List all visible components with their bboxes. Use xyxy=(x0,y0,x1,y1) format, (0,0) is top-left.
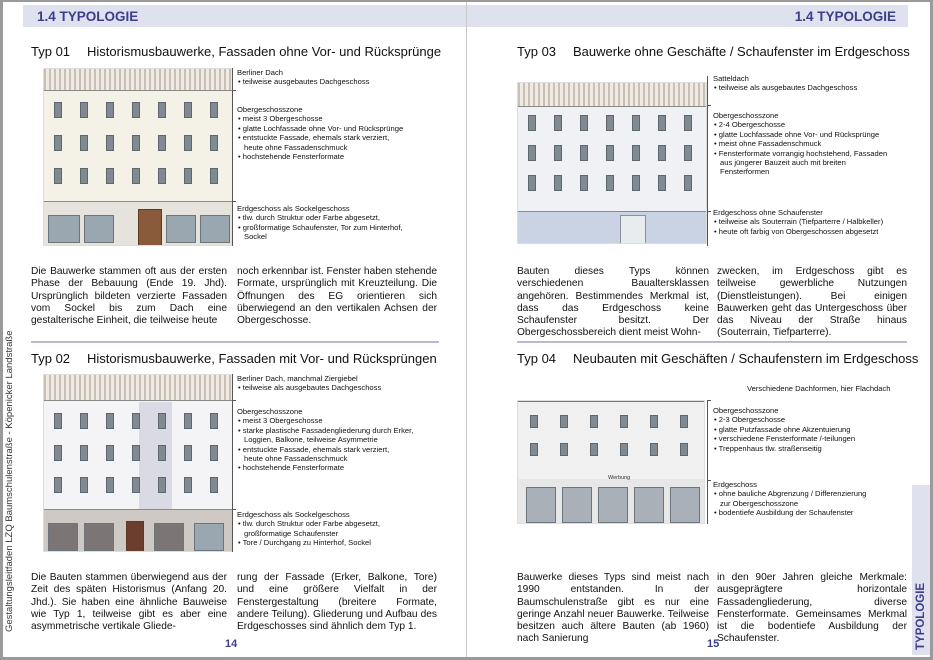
facade-window xyxy=(132,445,140,461)
typ04-ground-heading: Erdgeschoss xyxy=(713,480,757,489)
typ02-gate xyxy=(126,521,144,552)
facade-window xyxy=(684,115,692,131)
facade-window xyxy=(106,135,114,151)
facade-window xyxy=(80,168,88,184)
typ02-heading xyxy=(31,351,437,366)
facade-window xyxy=(606,175,614,191)
section-title-right: 1.4 TYPOLOGIE xyxy=(794,9,896,24)
facade-window xyxy=(632,115,640,131)
typ03-ground-item: • teilweise als Souterrain (Tiefparterre / Halbkeller) xyxy=(713,217,893,226)
typ03-roof-heading: Satteldach xyxy=(713,74,749,83)
facade-window xyxy=(132,168,140,184)
facade-window xyxy=(580,115,588,131)
facade-window xyxy=(650,415,658,428)
typ02-upper-item: • meist 3 Obergeschosse xyxy=(237,416,437,425)
typ02-text-col2: rung der Fassade (Erker, Balkone, Tore) und eine größere Vielfalt in der Fenstergestaltung (breitere Formate, andere Teilung). Gliederung und Aufbau des Erdgeschosses sind ähnlich dem Typ 1. xyxy=(237,572,437,633)
typ03-number: Typ 03 xyxy=(517,44,557,59)
typ01-text-col1: Die Bauwerke stammen oft aus der ersten Phase der Bebauung (Ende 19. Jhd). Ursprünglich bildeten verzierte Fassaden vom Sockel bis zum Dach eine gestalterische Einheit, die teilweise heute xyxy=(31,266,227,327)
typ03-upper-item: • meist ohne Fassadenschmuck xyxy=(713,139,913,148)
chapter-tab xyxy=(912,485,930,655)
chapter-tab-label: TYPOLOGIE xyxy=(915,582,927,650)
facade-window xyxy=(184,102,192,118)
facade-window xyxy=(54,135,62,151)
facade-window xyxy=(684,175,692,191)
facade-window xyxy=(684,145,692,161)
facade-window xyxy=(530,443,538,456)
typ02-ground-item: • tlw. durch Struktur oder Farbe abgesetzt, großformatige Schaufenster xyxy=(237,519,417,538)
typ03-upper-item: • 2-4 Obergeschosse xyxy=(713,120,913,129)
typ01-text-col2: noch erkennbar ist. Fenster haben stehende Formate, ursprünglich mit Kreuzteilung. Die Öffnungen des EG orientieren sich überwiegend an den vertikalen Achsen der Obergeschosse. xyxy=(237,266,437,327)
typ04-roof-heading: Verschiedene Dachformen, hier Flachdach xyxy=(747,384,891,393)
facade-window xyxy=(184,445,192,461)
facade-window xyxy=(210,102,218,118)
typ04-upper-heading: Obergeschosszone xyxy=(713,406,779,415)
facade-window xyxy=(658,145,666,161)
typ01-notes xyxy=(237,68,437,248)
typ01-upper-heading: Obergeschosszone xyxy=(237,105,303,114)
typ01-roof-heading: Berliner Dach xyxy=(237,68,284,77)
facade-window xyxy=(54,168,62,184)
typ04-shop-sign: Werbung xyxy=(608,475,631,481)
typ02-upper-heading: Obergeschosszone xyxy=(237,407,303,416)
typ03-text-col2: zwecken, im Erdgeschoss gibt es teilweise gewerbliche Nutzungen (Dienstleistungen). Bei einigen Bauwerken geht das Untergeschoss über das Niveau der Straße hinaus (Souterrain, Tiefparterre). xyxy=(717,266,907,339)
typ01-ground-item: • tlw. durch Struktur oder Farbe abgesetzt, xyxy=(237,213,437,222)
facade-window xyxy=(560,415,568,428)
facade-window xyxy=(106,445,114,461)
typ02-roof-heading: Berliner Dach, manchmal Ziergiebel xyxy=(237,374,358,383)
typ01-ground-heading: Erdgeschoss als Sockelgeschoss xyxy=(237,204,350,213)
facade-window xyxy=(632,145,640,161)
typ03-upper-heading: Obergeschosszone xyxy=(713,111,779,120)
typ01-roof xyxy=(44,69,232,91)
typ02-upper-item: • hochstehende Fensterformate xyxy=(237,463,437,472)
typ01-gate xyxy=(138,209,162,246)
typ01-facade-illustration xyxy=(43,68,233,246)
typ04-text-col1: Bauwerke dieses Typs sind meist nach 1990 entstanden. In der Baumschulenstraße gibt es nur eine geringe Anzahl neuer Bauwerke. Teilweise besitzen auch ältere Bauten (ab 1960) nach Sanierung xyxy=(517,572,709,645)
typ04-upper-item: • glatte Putzfassade ohne Akzentuierung xyxy=(713,425,913,434)
facade-window xyxy=(106,413,114,429)
typ02-title: Historismusbauwerke, Fassaden mit Vor- und Rücksprüngen xyxy=(87,351,437,366)
facade-window xyxy=(560,443,568,456)
facade-window xyxy=(590,415,598,428)
typ01-number: Typ 01 xyxy=(31,44,71,59)
facade-window xyxy=(80,413,88,429)
typ04-upper-item: • Treppenhaus tlw. straßenseitig xyxy=(713,444,913,453)
page-number-right: 15 xyxy=(707,638,720,650)
facade-window xyxy=(132,413,140,429)
facade-window xyxy=(650,443,658,456)
facade-window xyxy=(528,175,536,191)
facade-window xyxy=(158,477,166,493)
typ04-number: Typ 04 xyxy=(517,351,557,366)
header-bar-right xyxy=(467,5,908,27)
page-right xyxy=(467,2,930,657)
facade-window xyxy=(80,445,88,461)
facade-window xyxy=(158,102,166,118)
typ03-facade-illustration xyxy=(517,82,707,244)
typ01-title: Historismusbauwerke, Fassaden ohne Vor- und Rücksprünge xyxy=(87,44,442,59)
facade-window xyxy=(80,135,88,151)
page-number-left: 14 xyxy=(225,638,238,650)
typ04-ground-item: • bodentiefe Ausbildung der Schaufenster xyxy=(713,508,913,517)
facade-window xyxy=(590,443,598,456)
facade-window xyxy=(210,477,218,493)
typ03-upper-item: • Fensterformate vorrangig hochstehend, Fassaden aus jüngerer Bauzeit auch mit breiten Fensterformen xyxy=(713,149,891,177)
facade-window xyxy=(132,477,140,493)
typ01-roof-item: • teilweise ausgebautes Dachgeschoss xyxy=(237,77,437,86)
facade-window xyxy=(632,175,640,191)
facade-window xyxy=(606,145,614,161)
typ03-roof xyxy=(518,83,706,107)
facade-window xyxy=(158,445,166,461)
document-spread xyxy=(3,2,930,657)
typ04-notes xyxy=(713,406,913,536)
typ02-text-col1: Die Bauten stammen überwiegend aus der Zeit des späten Historismus (Anfang 20. Jhd.). Sie haben eine ähnliche Bauweise wie Typ 1, teilweise gibt es aber eine asymmetrische vertikale Gliede- xyxy=(31,572,227,633)
typ02-ground-item: • Tore / Durchgang zu Hinterhof, Sockel xyxy=(237,538,437,547)
facade-window xyxy=(158,168,166,184)
facade-window xyxy=(132,135,140,151)
divider xyxy=(517,341,907,343)
facade-window xyxy=(580,145,588,161)
typ03-ground-heading: Erdgeschoss ohne Schaufenster xyxy=(713,208,823,217)
facade-window xyxy=(158,135,166,151)
typ02-number: Typ 02 xyxy=(31,351,71,366)
typ04-upper-item: • verschiedene Fensterformate /-teilungen xyxy=(713,434,913,443)
typ02-roof xyxy=(44,375,232,401)
typ04-upper-item: • 2-3 Obergeschosse xyxy=(713,415,913,424)
facade-window xyxy=(620,415,628,428)
facade-window xyxy=(184,413,192,429)
facade-window xyxy=(184,168,192,184)
facade-window xyxy=(54,477,62,493)
facade-window xyxy=(680,415,688,428)
typ04-roof-note xyxy=(747,384,917,393)
facade-window xyxy=(528,115,536,131)
facade-window xyxy=(680,443,688,456)
section-title-left: 1.4 TYPOLOGIE xyxy=(37,9,139,24)
typ02-notes xyxy=(237,374,437,554)
facade-window xyxy=(530,415,538,428)
facade-window xyxy=(554,175,562,191)
facade-window xyxy=(54,102,62,118)
facade-window xyxy=(54,445,62,461)
page-left xyxy=(3,2,466,657)
facade-window xyxy=(658,175,666,191)
typ03-notes xyxy=(713,74,913,254)
typ03-entrance xyxy=(620,215,646,244)
typ04-title: Neubauten mit Geschäften / Schaufenstern im Erdgeschoss xyxy=(573,351,919,366)
typ04-ground-item: • ohne bauliche Abgrenzung / Differenzierung zur Obergeschosszone xyxy=(713,489,873,508)
facade-window xyxy=(580,175,588,191)
typ01-ground-item: • großformatige Schaufenster, Tor zum Hinterhof, Sockel xyxy=(237,223,407,242)
facade-window xyxy=(132,102,140,118)
facade-window xyxy=(554,145,562,161)
facade-window xyxy=(528,145,536,161)
facade-window xyxy=(210,168,218,184)
typ02-facade-illustration xyxy=(43,374,233,552)
facade-window xyxy=(210,413,218,429)
typ04-heading xyxy=(517,351,918,366)
typ02-upper-item: • entstuckte Fassade, ehemals stark verziert, heute ohne Fassadenschmuck xyxy=(237,445,407,464)
facade-window xyxy=(54,413,62,429)
facade-window xyxy=(210,135,218,151)
typ01-upper-item: • meist 3 Obergeschosse xyxy=(237,114,437,123)
side-label: Gestaltungsleitfaden LZQ Baumschulenstraße - Köpenicker Landstraße xyxy=(4,330,15,632)
facade-window xyxy=(554,115,562,131)
typ03-ground-item: • heute oft farbig von Obergeschossen abgesetzt xyxy=(713,227,913,236)
typ03-upper-item: • glatte Lochfassade ohne Vor- und Rücksprünge xyxy=(713,130,913,139)
facade-window xyxy=(80,102,88,118)
facade-window xyxy=(158,413,166,429)
facade-window xyxy=(106,477,114,493)
facade-window xyxy=(184,135,192,151)
facade-window xyxy=(106,168,114,184)
facade-window xyxy=(80,477,88,493)
typ03-roof-item: • teilweise als ausgebautes Dachgeschoss xyxy=(713,83,913,92)
typ04-facade-illustration xyxy=(517,400,705,524)
facade-window xyxy=(620,443,628,456)
header-bar-left xyxy=(23,5,466,27)
divider xyxy=(31,341,439,343)
typ03-title: Bauwerke ohne Geschäfte / Schaufenster im Erdgeschoss xyxy=(573,44,910,59)
facade-window xyxy=(658,115,666,131)
facade-window xyxy=(184,477,192,493)
typ02-upper-item: • starke plastische Fassadengliederung durch Erker, Loggien, Balkone, teilweise Asymmetrie xyxy=(237,426,417,445)
typ04-text-col2: in den 90er Jahren gleiche Merkmale: ausgeprägtere horizontale Fassadengliederung, diverse Fensterformate. Gemeinsames Merkmal ist die bodentiefe Ausbildung der Schaufenster. xyxy=(717,572,907,645)
typ02-roof-item: • teilweise als ausgebautes Dachgeschoss xyxy=(237,383,437,392)
typ01-upper-item: • entstuckte Fassade, ehemals stark verziert, heute ohne Fassadenschmuck xyxy=(237,133,407,152)
typ03-text-col1: Bauten dieses Typs können verschiedenen Baualtersklassen angehören. Bestimmendes Merkmal ist, dass das Erdgeschoss keine Schaufenster besitzt. Der Obergeschossbereich dient meist Wohn- xyxy=(517,266,709,339)
facade-window xyxy=(106,102,114,118)
typ01-upper-item: • glatte Lochfassade ohne Vor- und Rücksprünge xyxy=(237,124,437,133)
facade-window xyxy=(606,115,614,131)
typ01-heading xyxy=(31,44,441,59)
typ03-heading xyxy=(517,44,910,59)
typ01-upper-item: • hochstehende Fensterformate xyxy=(237,152,437,161)
typ02-ground-heading: Erdgeschoss als Sockelgeschoss xyxy=(237,510,350,519)
facade-window xyxy=(210,445,218,461)
